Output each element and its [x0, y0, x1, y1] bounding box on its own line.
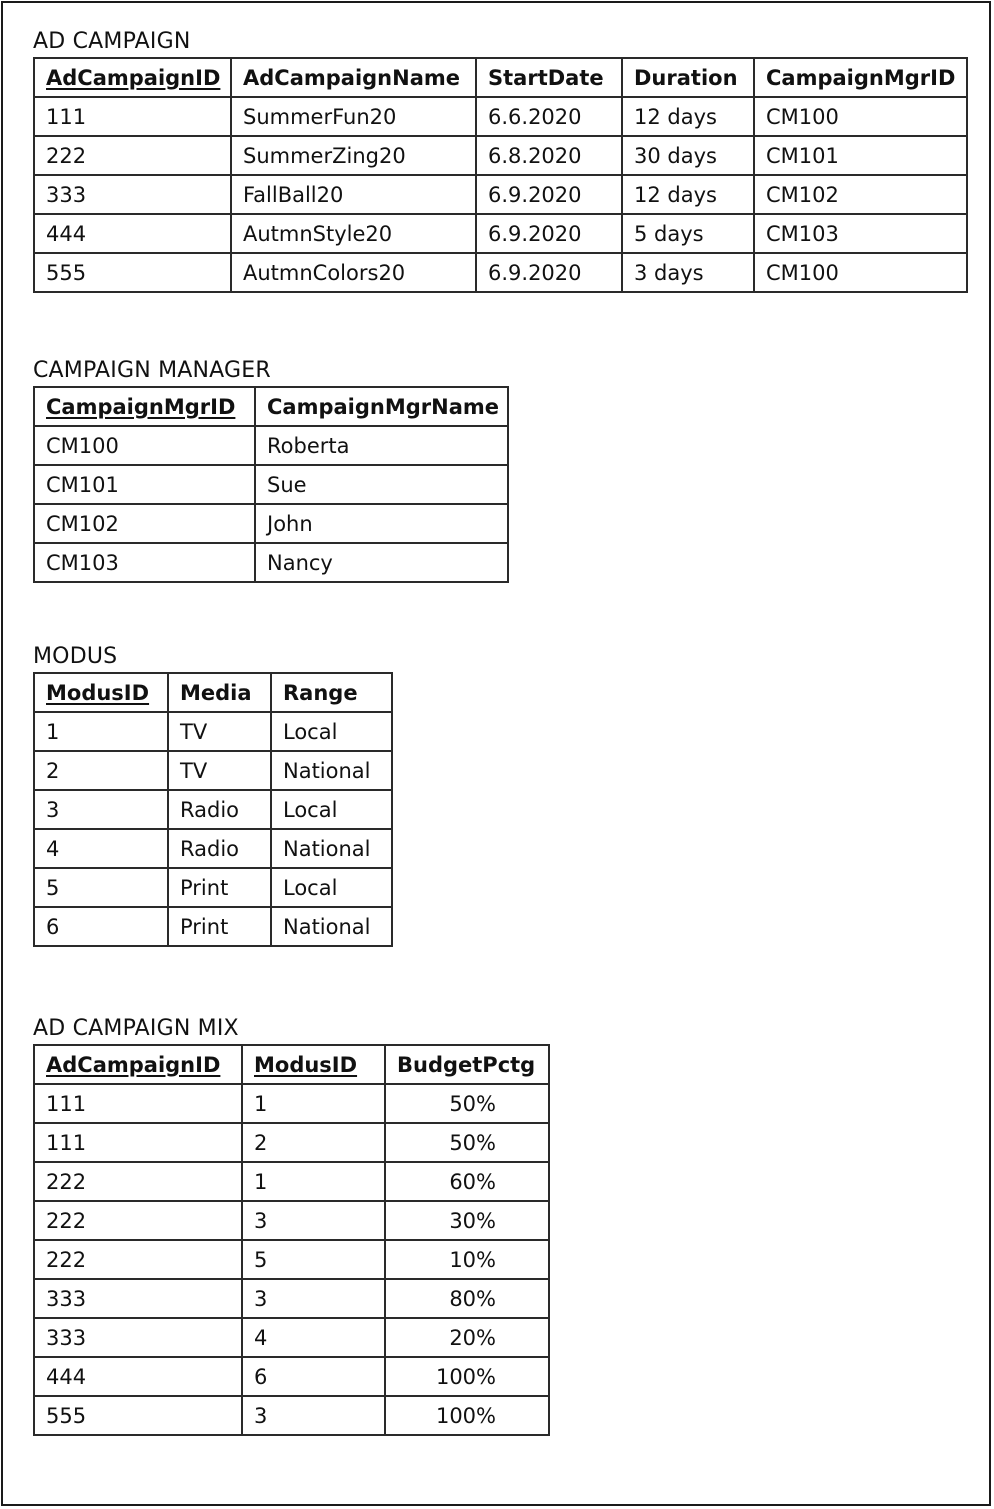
table-cell: 222	[34, 136, 231, 175]
table-cell: 2	[34, 751, 168, 790]
table-cell: John	[255, 504, 508, 543]
modus-section	[33, 642, 393, 947]
table-row	[34, 1201, 549, 1240]
table-cell: CM103	[34, 543, 255, 582]
header-cell: Range	[271, 673, 392, 712]
header-cell: AdCampaignID	[34, 58, 231, 97]
table-cell: TV	[168, 712, 271, 751]
table-cell: Radio	[168, 829, 271, 868]
table-row	[34, 1240, 549, 1279]
table-row	[34, 1279, 549, 1318]
table-cell: 333	[34, 1279, 242, 1318]
table-row	[34, 1396, 549, 1435]
table-cell: Local	[271, 790, 392, 829]
table-row	[34, 829, 392, 868]
table-cell: 222	[34, 1162, 242, 1201]
header-cell: CampaignMgrID	[754, 58, 967, 97]
table-cell: 1	[242, 1084, 385, 1123]
table-cell: 3	[242, 1396, 385, 1435]
table-cell: CM100	[754, 97, 967, 136]
table-row	[34, 1084, 549, 1123]
table-row	[34, 1357, 549, 1396]
table-cell: 4	[242, 1318, 385, 1357]
table-row	[34, 175, 967, 214]
campaign-manager-title: CAMPAIGN MANAGER	[33, 358, 271, 383]
table-cell: 5 days	[622, 214, 754, 253]
modus-title: MODUS	[33, 644, 118, 669]
table-cell: Sue	[255, 465, 508, 504]
table-cell: 1	[242, 1162, 385, 1201]
table-cell: 6.8.2020	[476, 136, 622, 175]
table-cell: CM102	[34, 504, 255, 543]
table-cell: 80%	[385, 1279, 549, 1318]
table-cell: Print	[168, 868, 271, 907]
table-row	[34, 426, 508, 465]
header-cell: Duration	[622, 58, 754, 97]
table-cell: 555	[34, 1396, 242, 1435]
table-cell: FallBall20	[231, 175, 476, 214]
table-cell: AutmnColors20	[231, 253, 476, 292]
table-row	[34, 543, 508, 582]
table-header-row	[34, 387, 508, 426]
table-cell: National	[271, 907, 392, 946]
table-cell: SummerFun20	[231, 97, 476, 136]
header-cell: ModusID	[242, 1045, 385, 1084]
table-row	[34, 907, 392, 946]
table-cell: 12 days	[622, 97, 754, 136]
table-cell: 333	[34, 175, 231, 214]
table-cell: 1	[34, 712, 168, 751]
ad-campaign-mix-section	[33, 1014, 550, 1436]
table-cell: 5	[242, 1240, 385, 1279]
table-header-row	[34, 58, 967, 97]
table-cell: 6.9.2020	[476, 214, 622, 253]
table-cell: 111	[34, 1123, 242, 1162]
table-cell: 222	[34, 1240, 242, 1279]
table-cell: 100%	[385, 1396, 549, 1435]
header-cell: ModusID	[34, 673, 168, 712]
table-cell: 3	[34, 790, 168, 829]
table-cell: 2	[242, 1123, 385, 1162]
table-row	[34, 253, 967, 292]
table-cell: CM101	[754, 136, 967, 175]
table-cell: 12 days	[622, 175, 754, 214]
table-cell: 50%	[385, 1123, 549, 1162]
table-cell: 30 days	[622, 136, 754, 175]
table-cell: 6	[34, 907, 168, 946]
campaign-manager-section	[33, 356, 509, 583]
modus-table	[33, 672, 393, 947]
table-header-row	[34, 1045, 549, 1084]
table-row	[34, 465, 508, 504]
table-row	[34, 712, 392, 751]
table-header-row	[34, 673, 392, 712]
table-cell: AutmnStyle20	[231, 214, 476, 253]
table-cell: 3	[242, 1201, 385, 1240]
table-cell: 333	[34, 1318, 242, 1357]
table-row	[34, 790, 392, 829]
table-cell: 3 days	[622, 253, 754, 292]
ad-campaign-title: AD CAMPAIGN	[33, 29, 191, 54]
header-cell: Media	[168, 673, 271, 712]
header-cell: CampaignMgrID	[34, 387, 255, 426]
table-row	[34, 97, 967, 136]
header-cell: StartDate	[476, 58, 622, 97]
table-cell: 30%	[385, 1201, 549, 1240]
table-cell: National	[271, 751, 392, 790]
table-cell: 222	[34, 1201, 242, 1240]
table-cell: 5	[34, 868, 168, 907]
table-row	[34, 136, 967, 175]
ad-campaign-mix-table	[33, 1044, 550, 1436]
table-cell: 100%	[385, 1357, 549, 1396]
table-cell: Nancy	[255, 543, 508, 582]
table-cell: Radio	[168, 790, 271, 829]
table-cell: SummerZing20	[231, 136, 476, 175]
ad-campaign-mix-title: AD CAMPAIGN MIX	[33, 1016, 239, 1041]
header-cell: CampaignMgrName	[255, 387, 508, 426]
table-cell: 444	[34, 214, 231, 253]
table-cell: CM103	[754, 214, 967, 253]
header-cell: BudgetPctg	[385, 1045, 549, 1084]
header-cell: AdCampaignName	[231, 58, 476, 97]
document-frame	[1, 1, 991, 1506]
table-cell: 6	[242, 1357, 385, 1396]
table-cell: 6.6.2020	[476, 97, 622, 136]
table-row	[34, 504, 508, 543]
table-cell: 4	[34, 829, 168, 868]
table-cell: 555	[34, 253, 231, 292]
table-cell: 111	[34, 1084, 242, 1123]
table-cell: National	[271, 829, 392, 868]
table-row	[34, 214, 967, 253]
table-row	[34, 1318, 549, 1357]
table-cell: Local	[271, 868, 392, 907]
header-cell: AdCampaignID	[34, 1045, 242, 1084]
table-cell: Print	[168, 907, 271, 946]
table-cell: Roberta	[255, 426, 508, 465]
ad-campaign-table	[33, 57, 968, 293]
table-row	[34, 751, 392, 790]
table-cell: Local	[271, 712, 392, 751]
ad-campaign-section	[33, 27, 968, 293]
table-cell: CM100	[754, 253, 967, 292]
table-cell: 111	[34, 97, 231, 136]
table-row	[34, 1162, 549, 1201]
table-cell: CM102	[754, 175, 967, 214]
table-cell: 6.9.2020	[476, 253, 622, 292]
table-cell: CM101	[34, 465, 255, 504]
table-cell: 6.9.2020	[476, 175, 622, 214]
table-cell: TV	[168, 751, 271, 790]
table-cell: 50%	[385, 1084, 549, 1123]
table-row	[34, 868, 392, 907]
table-cell: 20%	[385, 1318, 549, 1357]
table-cell: 3	[242, 1279, 385, 1318]
table-cell: 444	[34, 1357, 242, 1396]
table-cell: 60%	[385, 1162, 549, 1201]
table-row	[34, 1123, 549, 1162]
campaign-manager-table	[33, 386, 509, 583]
table-cell: 10%	[385, 1240, 549, 1279]
table-cell: CM100	[34, 426, 255, 465]
